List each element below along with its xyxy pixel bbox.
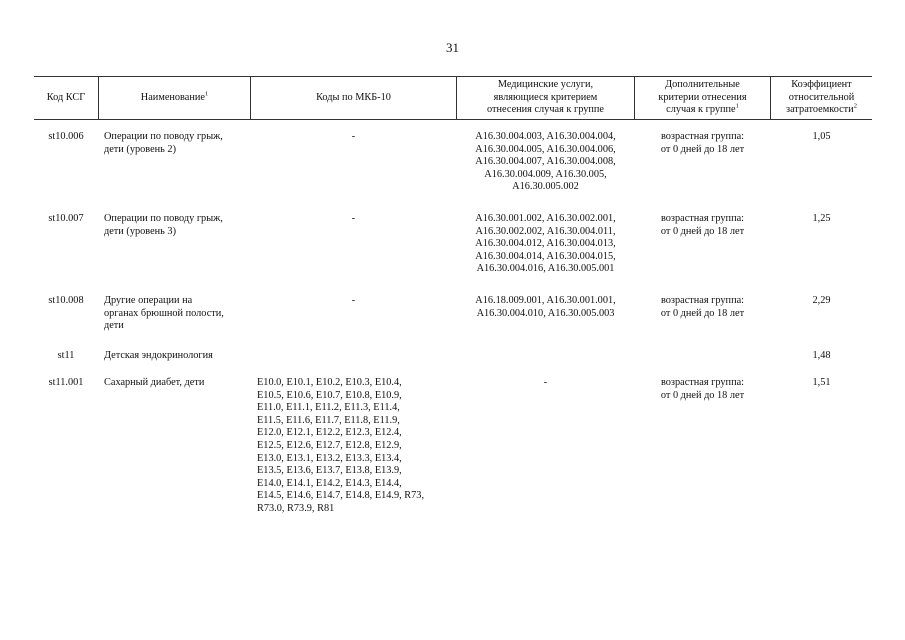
cell-icd xyxy=(251,131,456,144)
cell-coefficient: 1,05 xyxy=(812,131,831,142)
cell-criteria-line: от 0 дней до 18 лет xyxy=(660,389,745,401)
cell-name-line: органах брюшной полости, xyxy=(104,307,224,319)
cell-criteria-line: возрастная группа: xyxy=(660,131,745,142)
header-services: Медицинские услуги, являющиеся критерием отнесения случая к группе xyxy=(487,79,604,116)
cell-criteria xyxy=(635,295,770,320)
cell-services-line: A16.30.005.002 xyxy=(512,181,579,193)
cell-icd xyxy=(251,213,456,226)
cell-criteria-line: от 0 дней до 18 лет xyxy=(660,225,745,237)
cell-services xyxy=(457,377,634,390)
cell-criteria-line: возрастная группа: xyxy=(660,213,745,224)
cell-services-line: A16.30.004.007, A16.30.004.008, xyxy=(475,156,616,168)
cell-coefficient: 1,51 xyxy=(812,377,831,388)
cell-icd xyxy=(257,377,457,516)
cell-name-line: Сахарный диабет, дети xyxy=(104,377,205,388)
header-name: Наименование$^1$ xyxy=(140,90,209,103)
cell-services-line: A16.18.009.001, A16.30.001.001, xyxy=(475,295,616,306)
cell-icd-line: E14.5, E14.6, E14.7, E14.8, E14.9, R73, xyxy=(257,490,425,502)
cell-name-line: дети (уровень 3) xyxy=(104,225,176,237)
cell-criteria xyxy=(635,377,770,402)
cell-services-line: A16.30.004.005, A16.30.004.006, xyxy=(475,143,616,155)
cell-icd-line: E11.5, E11.6, E11.7, E11.8, E11.9, xyxy=(257,414,400,426)
cell-icd-line: E13.0, E13.1, E13.2, E13.3, E13.4, xyxy=(257,452,402,464)
cell-criteria xyxy=(635,131,770,156)
cell-criteria-line: от 0 дней до 18 лет xyxy=(660,307,745,319)
cell-code: st10.006 xyxy=(48,131,84,142)
cell-services-line: A16.30.004.016, A16.30.005.001 xyxy=(476,263,615,275)
cell-services xyxy=(457,131,634,194)
cell-name-line: Другие операции на xyxy=(104,295,193,306)
header-code: Код КСГ xyxy=(46,91,86,103)
cell-icd-line: E10.5, E10.6, E10.7, E10.8, E10.9, xyxy=(257,389,402,401)
cell-criteria-line: от 0 дней до 18 лет xyxy=(660,143,745,155)
cell-icd-line: - xyxy=(351,213,356,224)
cell-code: st11.001 xyxy=(48,377,84,388)
cell-icd xyxy=(251,295,456,308)
cell-coefficient: 1,48 xyxy=(812,350,831,361)
cell-code: st10.007 xyxy=(48,213,84,224)
cell-name xyxy=(104,377,254,390)
cell-icd-line: - xyxy=(351,295,356,306)
header-bottom-rule xyxy=(34,119,872,120)
cell-code: st11 xyxy=(57,350,75,361)
page-number: 31 xyxy=(446,40,459,55)
cell-icd-line: E12.0, E12.1, E12.2, E12.3, E12.4, xyxy=(257,427,402,439)
cell-services-line: A16.30.004.010, A16.30.005.003 xyxy=(476,307,615,319)
cell-name xyxy=(104,131,254,156)
cell-criteria-line: возрастная группа: xyxy=(660,295,745,306)
cell-services-line: A16.30.004.012, A16.30.004.013, xyxy=(475,238,616,250)
cell-name-line: Операции по поводу грыж, xyxy=(104,131,223,142)
cell-icd-line: E11.0, E11.1, E11.2, E11.3, E11.4, xyxy=(257,402,400,414)
cell-name-line: Операции по поводу грыж, xyxy=(104,213,223,224)
cell-icd-line: E10.0, E10.1, E10.2, E10.3, E10.4, xyxy=(257,377,402,388)
cell-services-line: A16.30.004.003, A16.30.004.004, xyxy=(475,131,616,142)
cell-name xyxy=(104,295,254,333)
cell-services xyxy=(457,295,634,320)
cell-name-line: дети (уровень 2) xyxy=(104,143,176,155)
header-icd: Коды по МКБ-10 xyxy=(316,91,391,103)
cell-services-line: A16.30.001.002, A16.30.002.001, xyxy=(475,213,616,224)
cell-services xyxy=(457,213,634,276)
cell-icd-line: E12.5, E12.6, E12.7, E12.8, E12.9, xyxy=(257,439,402,451)
cell-name xyxy=(104,350,254,363)
cell-coefficient: 1,25 xyxy=(812,213,831,224)
cell-services-line: A16.30.004.014, A16.30.004.015, xyxy=(475,250,616,262)
cell-icd-line: E14.0, E14.1, E14.2, E14.3, E14.4, xyxy=(257,477,402,489)
cell-icd-line: - xyxy=(351,131,356,142)
cell-criteria xyxy=(635,213,770,238)
cell-code: st10.008 xyxy=(48,295,84,306)
cell-name-line: дети xyxy=(104,320,124,332)
cell-services-line: A16.30.002.002, A16.30.004.011, xyxy=(475,225,616,237)
cell-criteria-line: возрастная группа: xyxy=(660,377,745,388)
cell-name-line: Детская эндокринология xyxy=(104,350,213,361)
cell-icd-line: E13.5, E13.6, E13.7, E13.8, E13.9, xyxy=(257,465,402,477)
cell-services-line: A16.30.004.009, A16.30.005, xyxy=(484,168,607,180)
header-coefficient: Коэффициент относительной затратоемкости$^2$ xyxy=(786,79,857,116)
cell-services-line: - xyxy=(543,377,548,388)
header-criteria: Дополнительные критерии отнесения случая к группе$^1$ xyxy=(658,79,747,116)
cell-icd-line: R73.0, R73.9, R81 xyxy=(257,502,335,514)
cell-name xyxy=(104,213,254,238)
cell-coefficient: 2,29 xyxy=(812,295,831,306)
